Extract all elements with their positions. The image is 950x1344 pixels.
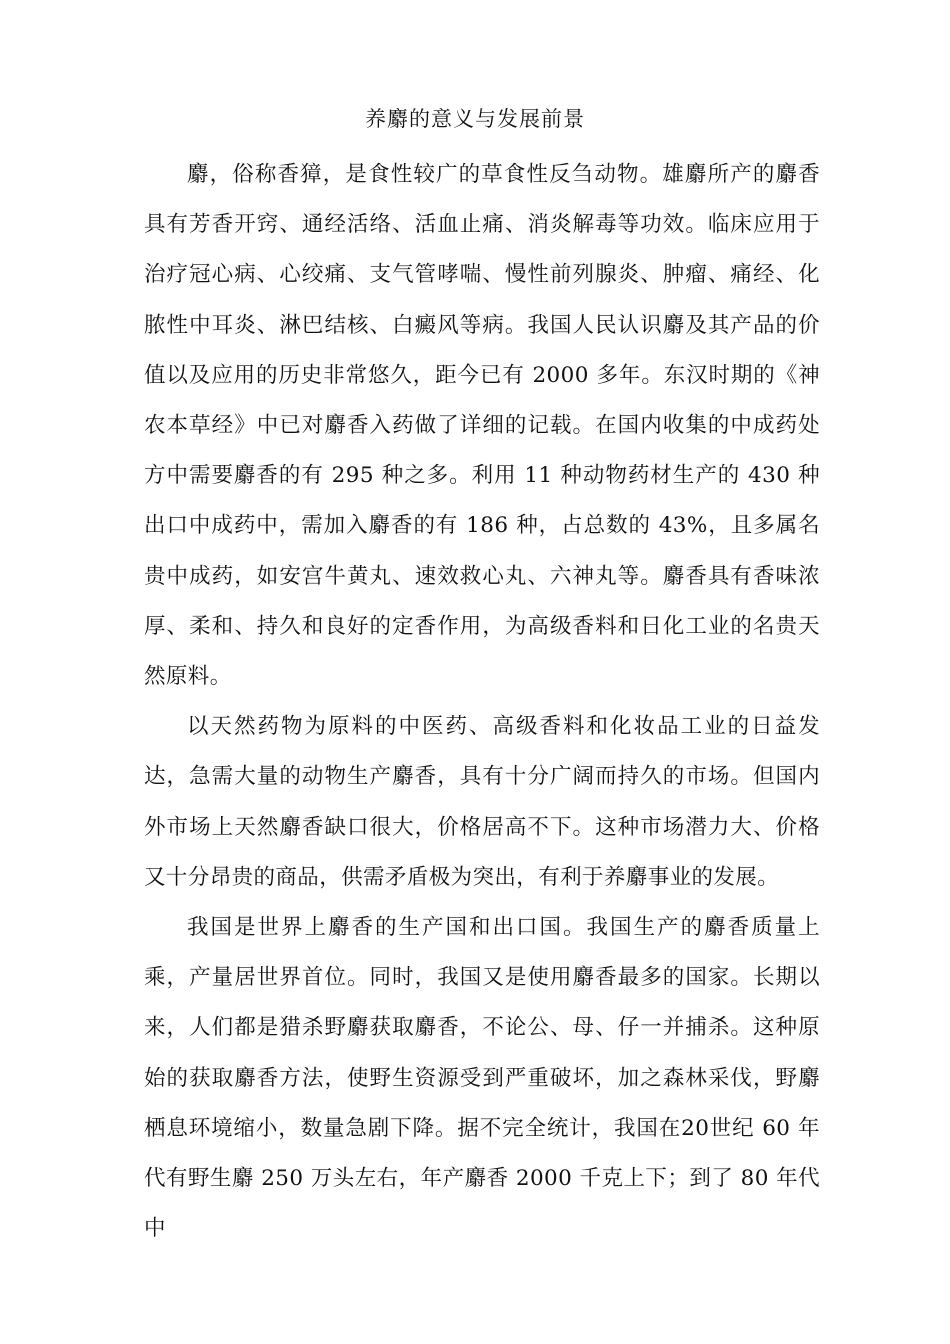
document-title: 养麝的意义与发展前景 [365,107,585,131]
paragraph-1: 麝，俗称香獐，是食性较广的草食性反刍动物。雄麝所产的麝香具有芳香开窍、通经活络、活血止痛、消炎解毒等功效。临床应用于治疗冠心病、心绞痛、支气管哮喘、慢性前列腺炎、肿瘤、痛经、化脓性中耳炎、淋巴结核、白癜风等病。我国人民认识麝及其产品的价值以及应用的历史非常悠久，距今已有 2000 多年。东汉时期的《神农本草经》中已对麝香入药做了详细的记载。在国内收集的中成药处方中需要麝香的有 295 种之多。利用 11 种动物药材生产的 430 种出口中成药中，需加入麝香的有 186 种，占总数的 43%，且多属名贵中成药，如安宫牛黄丸、速效救心丸、六神丸等。麝香具有香味浓厚、柔和、持久和良好的定香作用，为高级香料和日化工业的名贵天然原料。 [144,162,820,690]
document-body [144,150,820,1254]
paragraph-3: 我国是世界上麝香的生产国和出口国。我国生产的麝香质量上乘，产量居世界首位。同时，我国又是使用麝香最多的国家。长期以来，人们都是猎杀野麝获取麝香，不论公、母、仔一并捕杀。这种原始的获取麝香方法，使野生资源受到严重破坏，加之森林采伐，野麝栖息环境缩小，数量急剧下降。据不完全统计，我国在20世纪 60 年代有野生麝 250 万头左右，年产麝香 2000 千克上下；到了 80 年代中 [144,915,820,1242]
paragraph-2: 以天然药物为原料的中医药、高级香料和化妆品工业的日益发达，急需大量的动物生产麝香，具有十分广阔而持久的市场。但国内外市场上天然麝香缺口很大，价格居高不下。这种市场潜力大、价格又十分昂贵的商品，供需矛盾极为突出，有利于养麝事业的发展。 [144,714,820,890]
